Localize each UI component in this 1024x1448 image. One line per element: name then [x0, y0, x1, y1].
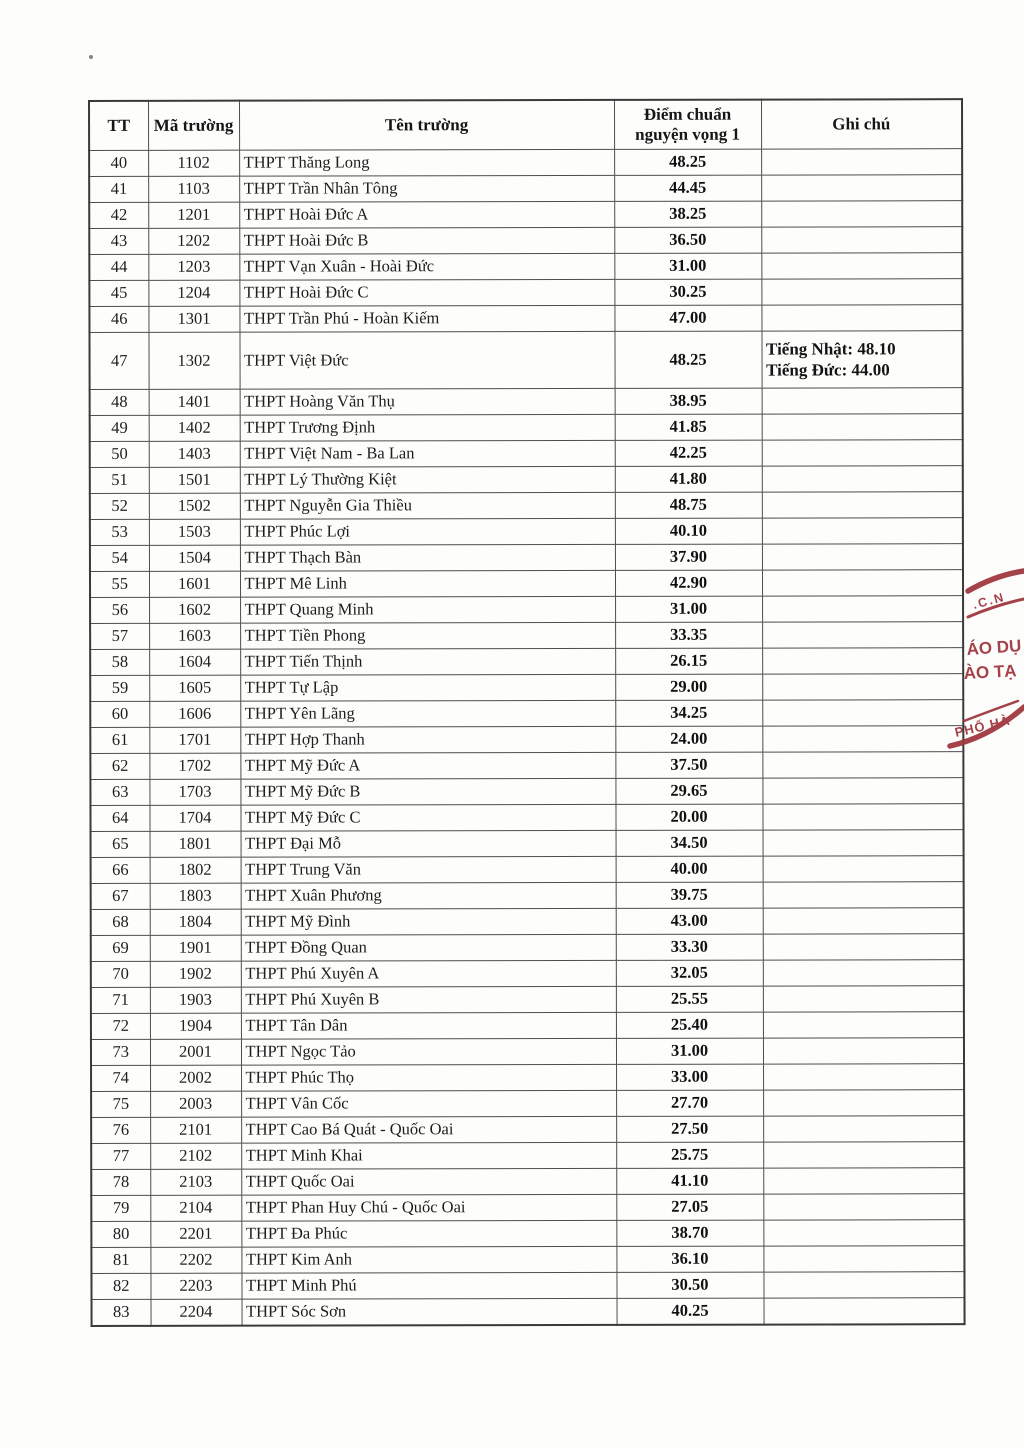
cell-ten-truong: THPT Minh Khai: [241, 1142, 616, 1169]
cell-ma-truong: 1603: [149, 623, 240, 649]
column-header-ten-truong: Tên trường: [239, 100, 614, 150]
table-row: [91, 1090, 964, 1118]
cell-ghi-chu: [763, 934, 964, 960]
cell-ma-truong: 1601: [149, 571, 240, 597]
cell-ghi-chu: [763, 1194, 964, 1220]
table-row: [90, 674, 963, 702]
column-header-tt: TT: [89, 101, 148, 151]
cell-ten-truong: THPT Tiến Thịnh: [240, 648, 615, 675]
cell-tt: 51: [90, 467, 149, 493]
cell-diem-chuan: 31.00: [615, 596, 762, 622]
cell-ten-truong: THPT Mỹ Đức B: [240, 778, 615, 805]
cell-ghi-chu: [761, 253, 962, 279]
column-header-ghi-chu: Ghi chú: [761, 99, 962, 149]
cell-ma-truong: 1203: [148, 254, 239, 280]
cell-tt: 46: [89, 306, 148, 332]
cell-tt: 53: [90, 519, 149, 545]
table-row: [91, 1116, 964, 1144]
cell-ten-truong: THPT Đồng Quan: [241, 934, 616, 961]
cell-tt: 71: [91, 987, 150, 1013]
stamp-text-fragment: PHỐ HÀ: [953, 712, 1012, 740]
cell-ten-truong: THPT Quang Minh: [240, 596, 615, 623]
cell-ma-truong: 1302: [148, 332, 239, 389]
cell-ghi-chu: [762, 674, 963, 700]
cell-ghi-chu: [761, 227, 962, 253]
cell-ma-truong: 1502: [149, 493, 240, 519]
cell-tt: 80: [91, 1221, 150, 1247]
cell-ten-truong: THPT Ngọc Tảo: [241, 1038, 616, 1065]
cell-tt: 48: [90, 389, 149, 415]
cell-tt: 56: [90, 597, 149, 623]
cell-ghi-chu: [761, 331, 962, 388]
stamp-text-fragment: .C.N: [971, 589, 1007, 612]
cell-diem-chuan: 42.25: [615, 440, 762, 466]
cell-ma-truong: 2202: [150, 1247, 241, 1273]
table-row: [89, 227, 962, 255]
table-row: [90, 414, 963, 442]
table-row: [90, 388, 963, 416]
cell-diem-chuan: 27.70: [616, 1090, 763, 1116]
cell-tt: 79: [91, 1195, 150, 1221]
cell-tt: 66: [91, 857, 150, 883]
cell-tt: 63: [90, 779, 149, 805]
cell-ma-truong: 1605: [149, 675, 240, 701]
cell-ma-truong: 1202: [148, 228, 239, 254]
cell-tt: 54: [90, 545, 149, 571]
cell-ma-truong: 1301: [148, 306, 239, 332]
cell-ma-truong: 1804: [150, 909, 241, 935]
cell-ten-truong: THPT Cao Bá Quát - Quốc Oai: [241, 1116, 616, 1143]
cell-ten-truong: THPT Vân Cốc: [241, 1090, 616, 1117]
cell-diem-chuan: 39.75: [616, 882, 763, 908]
cell-ma-truong: 1802: [150, 857, 241, 883]
cell-diem-chuan: 27.50: [616, 1116, 763, 1142]
cell-diem-chuan: 36.10: [616, 1246, 763, 1272]
cell-tt: 77: [91, 1143, 150, 1169]
cell-ma-truong: 2103: [150, 1169, 241, 1195]
table-row: [90, 622, 963, 650]
cell-ma-truong: 1504: [149, 545, 240, 571]
cell-ghi-chu: [762, 596, 963, 622]
cell-ghi-chu: [763, 856, 964, 882]
cell-ghi-chu: [763, 1168, 964, 1194]
table-row: [91, 1246, 964, 1274]
cell-ma-truong: 1901: [150, 935, 241, 961]
table-row: [91, 1220, 964, 1248]
cell-ma-truong: 1401: [149, 389, 240, 415]
table-row: [89, 279, 962, 307]
cell-diem-chuan: 25.75: [616, 1142, 763, 1168]
cell-ten-truong: THPT Sóc Sơn: [242, 1298, 617, 1325]
cell-ma-truong: 2203: [150, 1273, 241, 1299]
cell-diem-chuan: 40.10: [615, 518, 762, 544]
cell-tt: 65: [91, 831, 150, 857]
note-line: Tiếng Nhật: 48.10: [766, 339, 896, 359]
cell-diem-chuan: 25.55: [616, 986, 763, 1012]
cell-ma-truong: 1402: [149, 415, 240, 441]
cell-ma-truong: 1903: [150, 987, 241, 1013]
cell-diem-chuan: 32.05: [616, 960, 763, 986]
cell-ghi-chu: [764, 1298, 965, 1325]
cell-ma-truong: 1103: [148, 176, 239, 202]
cell-ghi-chu: [762, 388, 963, 414]
table-row: [91, 1064, 964, 1092]
cell-diem-chuan: 33.30: [616, 934, 763, 960]
cell-diem-chuan: 38.95: [615, 388, 762, 414]
cell-ghi-chu: [761, 175, 962, 201]
cell-ten-truong: THPT Thạch Bàn: [240, 544, 615, 571]
cell-ten-truong: THPT Vạn Xuân - Hoài Đức: [239, 253, 614, 280]
cell-ma-truong: 2102: [150, 1143, 241, 1169]
cell-tt: 57: [90, 623, 149, 649]
cell-tt: 43: [89, 228, 148, 254]
cell-diem-chuan: 25.40: [616, 1012, 763, 1038]
admission-scores-table: [88, 98, 966, 1327]
note-line: Tiếng Đức: 44.00: [766, 360, 890, 380]
cell-ten-truong: THPT Phúc Lợi: [240, 518, 615, 545]
cell-tt: 76: [91, 1117, 150, 1143]
cell-ghi-chu: [763, 1272, 964, 1298]
table-row: [89, 253, 962, 281]
cell-ten-truong: THPT Thăng Long: [239, 149, 614, 176]
cell-ten-truong: THPT Lý Thường Kiệt: [240, 466, 615, 493]
cell-ghi-chu: [763, 1246, 964, 1272]
cell-ten-truong: THPT Tân Dân: [241, 1012, 616, 1039]
cell-tt: 69: [91, 935, 150, 961]
scan-speck-dot: [89, 55, 93, 59]
cell-tt: 47: [89, 332, 148, 389]
cell-tt: 62: [90, 753, 149, 779]
cell-diem-chuan: 48.25: [614, 149, 761, 175]
cell-diem-chuan: 41.85: [615, 414, 762, 440]
table-row: [90, 440, 963, 468]
table-row: [92, 1298, 965, 1326]
cell-ghi-chu: [762, 778, 963, 804]
cell-ma-truong: 1604: [149, 649, 240, 675]
table-row: [89, 201, 962, 229]
table-row: [91, 1168, 964, 1196]
table-row: [91, 960, 964, 988]
cell-ghi-chu: [763, 1116, 964, 1142]
table-body: [89, 149, 964, 1326]
cell-tt: 44: [89, 254, 148, 280]
cell-ghi-chu: [762, 752, 963, 778]
cell-ma-truong: 1702: [149, 753, 240, 779]
cell-ghi-chu: [762, 518, 963, 544]
cell-ten-truong: THPT Phan Huy Chú - Quốc Oai: [241, 1194, 616, 1221]
table-row: [90, 804, 963, 832]
cell-ten-truong: THPT Mê Linh: [240, 570, 615, 597]
table-row: [91, 882, 964, 910]
cell-ghi-chu: [763, 882, 964, 908]
cell-diem-chuan: 31.00: [616, 1038, 763, 1064]
cell-ma-truong: 2201: [150, 1221, 241, 1247]
cell-tt: 83: [92, 1299, 151, 1326]
cell-ten-truong: THPT Quốc Oai: [241, 1168, 616, 1195]
cell-ma-truong: 1503: [149, 519, 240, 545]
cell-diem-chuan: 26.15: [615, 648, 762, 674]
cell-diem-chuan: 27.05: [616, 1194, 763, 1220]
cell-ten-truong: THPT Kim Anh: [241, 1246, 616, 1273]
cell-tt: 49: [90, 415, 149, 441]
cell-ten-truong: THPT Hoàng Văn Thụ: [240, 388, 615, 415]
table-row: [90, 648, 963, 676]
table-header: [89, 99, 962, 150]
cell-diem-chuan: 29.65: [615, 778, 762, 804]
table-row: [90, 518, 963, 546]
cell-diem-chuan: 40.00: [616, 856, 763, 882]
cell-ma-truong: 1803: [150, 883, 241, 909]
cell-ghi-chu: [761, 305, 962, 331]
cell-ten-truong: THPT Trung Văn: [241, 856, 616, 883]
cell-ma-truong: 2001: [150, 1039, 241, 1065]
cell-diem-chuan: 38.25: [614, 201, 761, 227]
cell-ghi-chu: [762, 440, 963, 466]
cell-tt: 42: [89, 202, 148, 228]
table-row: [91, 1142, 964, 1170]
cell-ma-truong: 1606: [149, 701, 240, 727]
cell-ma-truong: 2101: [150, 1117, 241, 1143]
column-header-ma-truong: Mã trường: [148, 101, 239, 151]
table-row: [91, 856, 964, 884]
cell-diem-chuan: 20.00: [615, 804, 762, 830]
column-header-diem-chuan: Điểm chuẩn nguyện vọng 1: [614, 100, 761, 150]
cell-ten-truong: THPT Yên Lãng: [240, 700, 615, 727]
cell-diem-chuan: 43.00: [616, 908, 763, 934]
cell-ma-truong: 2003: [150, 1091, 241, 1117]
stamp-text-fragment: ÀO TẠ: [963, 661, 1018, 683]
cell-ten-truong: THPT Hoài Đức A: [239, 201, 614, 228]
table-row: [91, 1272, 964, 1300]
cell-tt: 59: [90, 675, 149, 701]
cell-diem-chuan: 40.25: [617, 1298, 764, 1325]
table-row: [91, 1012, 964, 1040]
cell-ma-truong: 1102: [148, 150, 239, 176]
cell-tt: 74: [91, 1065, 150, 1091]
cell-ghi-chu: [763, 986, 964, 1012]
cell-ghi-chu: [762, 700, 963, 726]
cell-tt: 78: [91, 1169, 150, 1195]
cell-ghi-chu: [762, 492, 963, 518]
table-row: [91, 986, 964, 1014]
cell-diem-chuan: 24.00: [615, 726, 762, 752]
cell-tt: 82: [91, 1273, 150, 1299]
cell-diem-chuan: 42.90: [615, 570, 762, 596]
table-row: [89, 305, 962, 333]
cell-ghi-chu: [763, 1064, 964, 1090]
cell-ghi-chu: [762, 544, 963, 570]
cell-ten-truong: THPT Mỹ Đình: [241, 908, 616, 935]
cell-ghi-chu: [762, 466, 963, 492]
cell-tt: 68: [91, 909, 150, 935]
cell-ten-truong: THPT Hoài Đức C: [239, 279, 614, 306]
cell-ten-truong: THPT Việt Đức: [239, 331, 614, 389]
cell-ghi-chu: [762, 622, 963, 648]
cell-ma-truong: 1703: [149, 779, 240, 805]
cell-diem-chuan: 37.90: [615, 544, 762, 570]
cell-ma-truong: 1602: [149, 597, 240, 623]
cell-diem-chuan: 31.00: [614, 253, 761, 279]
header-row: [89, 99, 962, 150]
cell-ten-truong: THPT Phúc Thọ: [241, 1064, 616, 1091]
table-row: [91, 1194, 964, 1222]
cell-ten-truong: THPT Việt Nam - Ba Lan: [240, 440, 615, 467]
cell-ma-truong: 2204: [151, 1299, 242, 1326]
cell-ghi-chu: [762, 570, 963, 596]
cell-tt: 58: [90, 649, 149, 675]
cell-tt: 70: [91, 961, 150, 987]
cell-tt: 50: [90, 441, 149, 467]
cell-ghi-chu: [762, 648, 963, 674]
cell-diem-chuan: 29.00: [615, 674, 762, 700]
cell-ten-truong: THPT Minh Phú: [241, 1272, 616, 1299]
cell-ten-truong: THPT Mỹ Đức A: [240, 752, 615, 779]
cell-ghi-chu: [763, 1038, 964, 1064]
table-row: [90, 778, 963, 806]
cell-diem-chuan: 33.00: [616, 1064, 763, 1090]
cell-ghi-chu: [762, 804, 963, 830]
table-row: [89, 149, 962, 177]
table-row: [91, 1038, 964, 1066]
cell-ma-truong: 1501: [149, 467, 240, 493]
cell-ten-truong: THPT Nguyễn Gia Thiều: [240, 492, 615, 519]
cell-tt: 55: [90, 571, 149, 597]
cell-ten-truong: THPT Trần Phú - Hoàn Kiếm: [239, 305, 614, 332]
cell-diem-chuan: 30.25: [614, 279, 761, 305]
table-row: [90, 596, 963, 624]
cell-ghi-chu: [763, 1142, 964, 1168]
cell-ghi-chu: [763, 960, 964, 986]
cell-ten-truong: THPT Mỹ Đức C: [240, 804, 615, 831]
cell-tt: 52: [90, 493, 149, 519]
cell-tt: 64: [90, 805, 149, 831]
cell-tt: 73: [91, 1039, 150, 1065]
stamp-text-fragment: ÁO DỤ: [965, 636, 1022, 659]
cell-tt: 61: [90, 727, 149, 753]
red-circular-stamp: [938, 565, 1024, 755]
cell-ma-truong: 1403: [149, 441, 240, 467]
cell-diem-chuan: 34.50: [616, 830, 763, 856]
cell-diem-chuan: 41.80: [615, 466, 762, 492]
stamp-top-outer-arc: [968, 571, 1024, 591]
table-row: [89, 331, 962, 390]
cell-ghi-chu: [762, 726, 963, 752]
cell-tt: 45: [89, 280, 148, 306]
cell-ma-truong: 1801: [150, 831, 241, 857]
table-row: [91, 830, 964, 858]
cell-ghi-chu: [761, 149, 962, 175]
cell-diem-chuan: 41.10: [616, 1168, 763, 1194]
cell-ten-truong: THPT Hợp Thanh: [240, 726, 615, 753]
cell-ghi-chu: [763, 908, 964, 934]
cell-ten-truong: THPT Đại Mỗ: [241, 830, 616, 857]
cell-ma-truong: 1204: [148, 280, 239, 306]
cell-tt: 67: [91, 883, 150, 909]
cell-diem-chuan: 37.50: [615, 752, 762, 778]
cell-tt: 72: [91, 1013, 150, 1039]
cell-ma-truong: 2104: [150, 1195, 241, 1221]
cell-diem-chuan: 44.45: [614, 175, 761, 201]
cell-tt: 41: [89, 176, 148, 202]
cell-diem-chuan: 36.50: [614, 227, 761, 253]
cell-tt: 60: [90, 701, 149, 727]
cell-ma-truong: 1701: [149, 727, 240, 753]
cell-ghi-chu: [763, 830, 964, 856]
cell-tt: 75: [91, 1091, 150, 1117]
cell-diem-chuan: 47.00: [614, 305, 761, 331]
cell-ghi-chu: [761, 201, 962, 227]
cell-ghi-chu: [763, 1012, 964, 1038]
cell-ghi-chu: [761, 279, 962, 305]
table-row: [90, 700, 963, 728]
cell-ma-truong: 1704: [149, 805, 240, 831]
table-row: [90, 544, 963, 572]
cell-ten-truong: THPT Trần Nhân Tông: [239, 175, 614, 202]
cell-ma-truong: 1902: [150, 961, 241, 987]
cell-ten-truong: THPT Phú Xuyên A: [241, 960, 616, 987]
cell-ten-truong: THPT Hoài Đức B: [239, 227, 614, 254]
table-row: [90, 466, 963, 494]
cell-ghi-chu: [763, 1090, 964, 1116]
cell-ten-truong: THPT Tiền Phong: [240, 622, 615, 649]
cell-tt: 40: [89, 150, 148, 176]
cell-ma-truong: 1201: [148, 202, 239, 228]
table-row: [91, 934, 964, 962]
cell-ten-truong: THPT Phú Xuyên B: [241, 986, 616, 1013]
cell-ghi-chu: [763, 1220, 964, 1246]
cell-ten-truong: THPT Trương Định: [240, 414, 615, 441]
cell-ghi-chu: [762, 414, 963, 440]
cell-ma-truong: 1904: [150, 1013, 241, 1039]
table-row: [90, 570, 963, 598]
cell-diem-chuan: 48.75: [615, 492, 762, 518]
table-row: [89, 175, 962, 203]
table-row: [91, 908, 964, 936]
cell-ten-truong: THPT Xuân Phương: [241, 882, 616, 909]
cell-diem-chuan: 34.25: [615, 700, 762, 726]
cell-ten-truong: THPT Đa Phúc: [241, 1220, 616, 1247]
cell-diem-chuan: 48.25: [614, 331, 761, 388]
table-row: [90, 752, 963, 780]
cell-ten-truong: THPT Tự Lập: [240, 674, 615, 701]
cell-ma-truong: 2002: [150, 1065, 241, 1091]
table-row: [90, 726, 963, 754]
cell-diem-chuan: 38.70: [616, 1220, 763, 1246]
cell-tt: 81: [91, 1247, 150, 1273]
cell-diem-chuan: 33.35: [615, 622, 762, 648]
table-row: [90, 492, 963, 520]
cell-diem-chuan: 30.50: [616, 1272, 763, 1298]
